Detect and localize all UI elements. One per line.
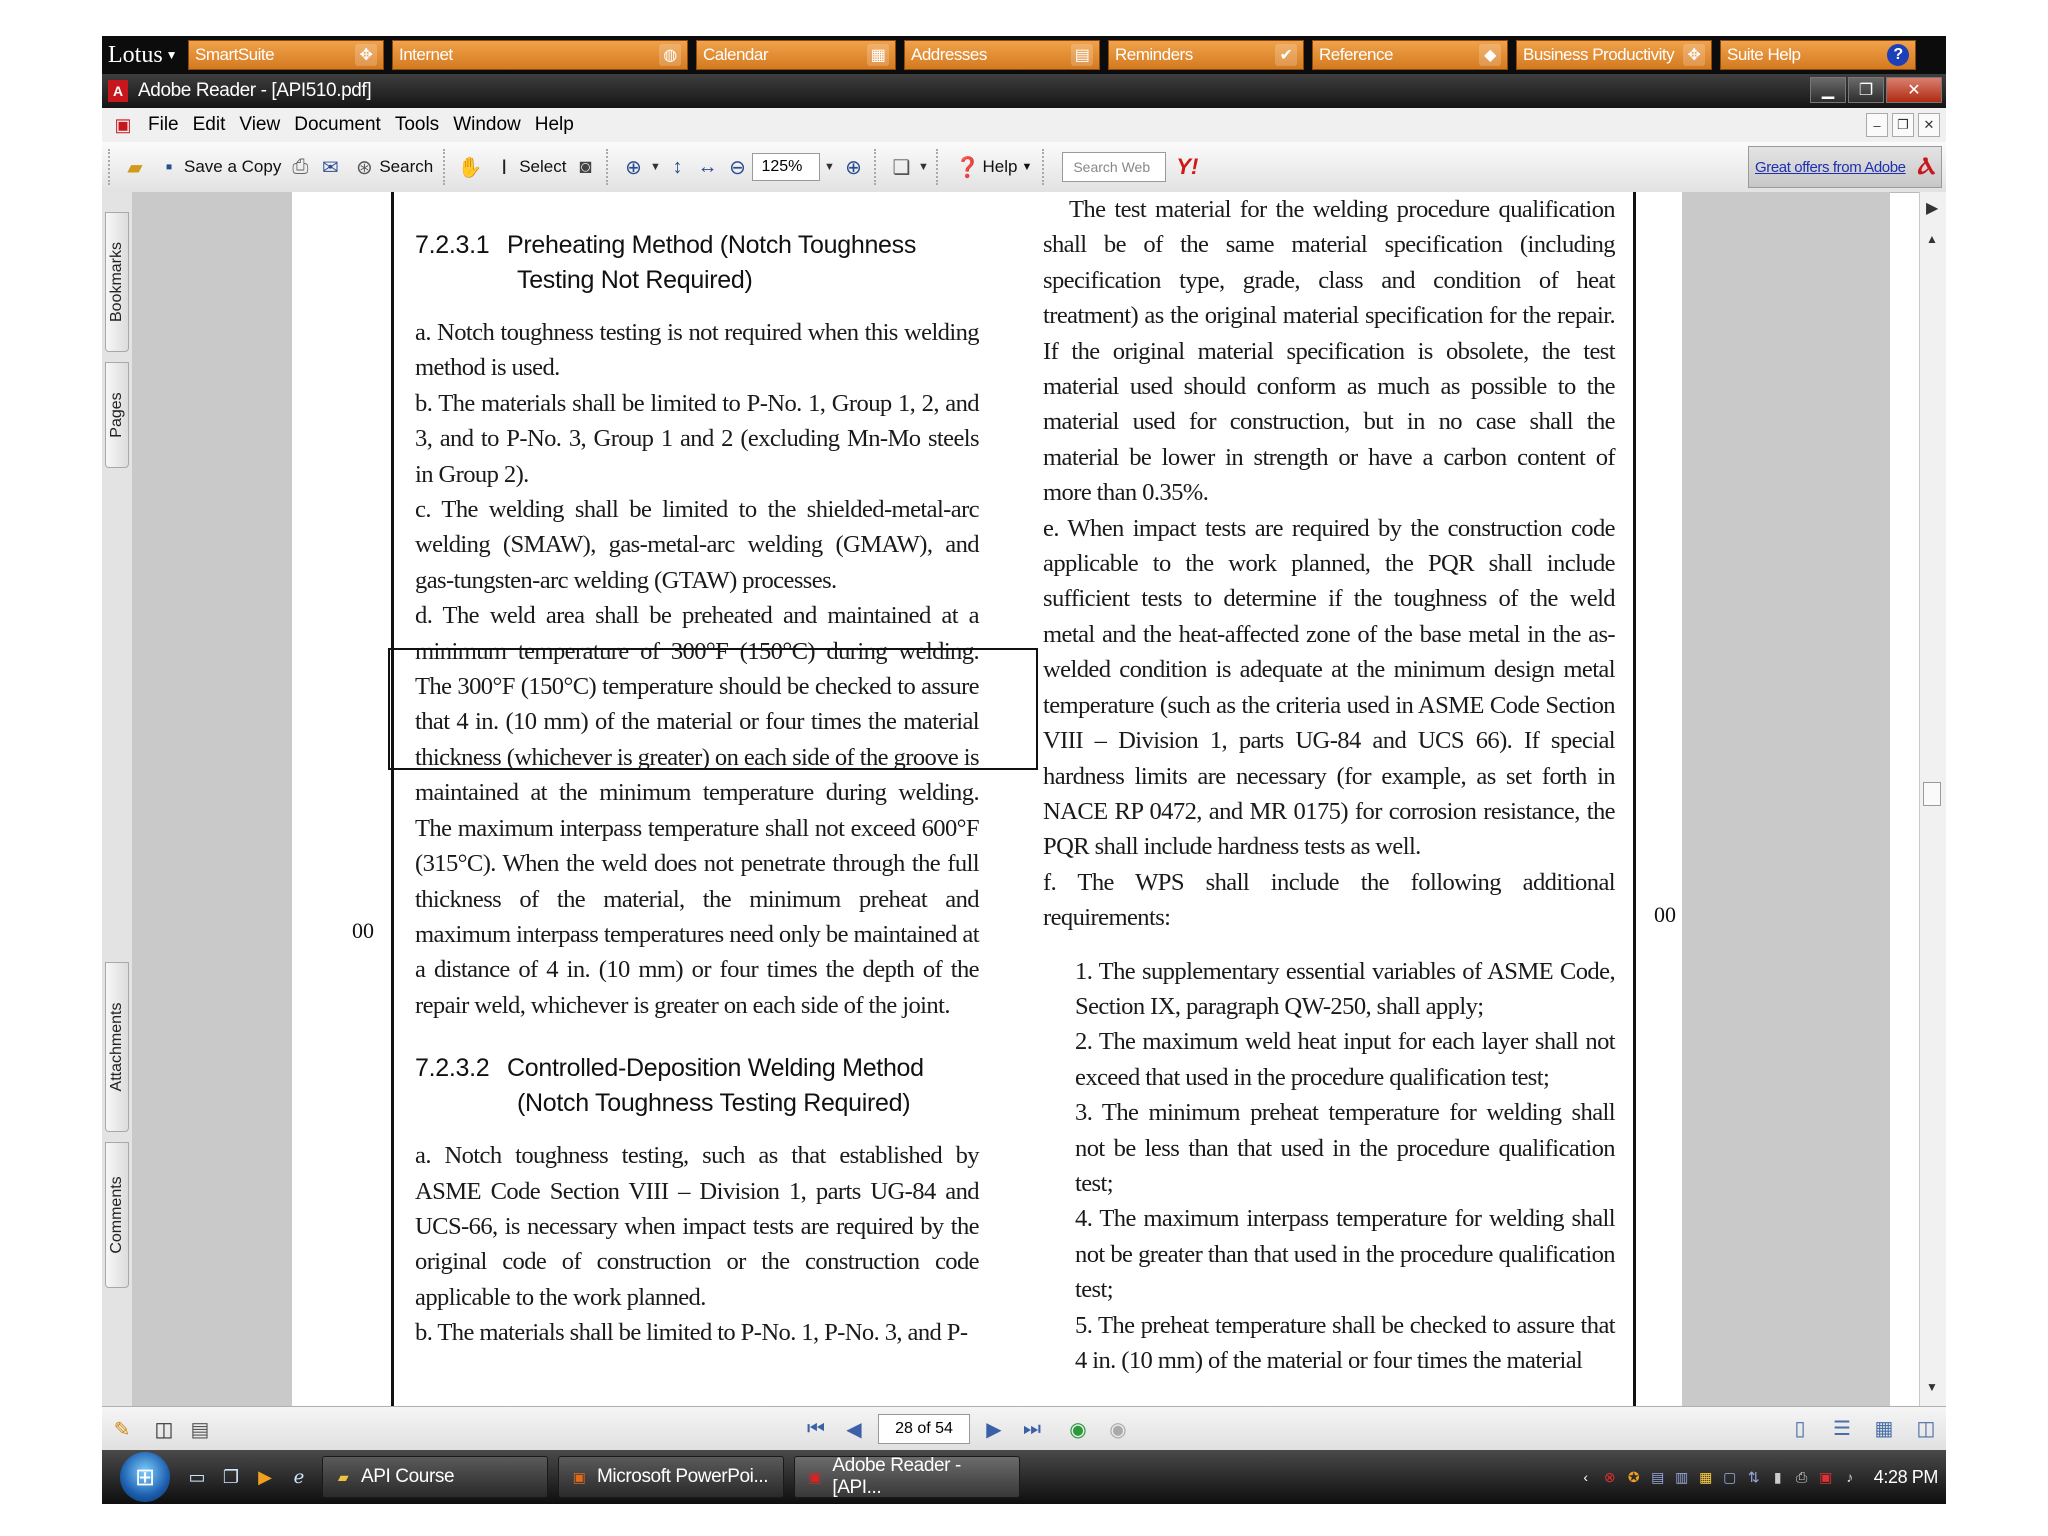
go-forward-icon[interactable]: ◉ xyxy=(1109,1418,1127,1441)
first-page-icon[interactable]: ⏮ xyxy=(807,1417,825,1440)
binoculars-icon: ⊛ xyxy=(355,156,373,179)
menu-window[interactable]: Window xyxy=(453,114,521,135)
lotus-tab-reference[interactable]: Reference ◆ xyxy=(1312,40,1508,70)
adobe-logo-icon: Ⲁ xyxy=(1917,153,1935,180)
search-web-input[interactable]: Search Web xyxy=(1062,152,1166,182)
list-item-1: 1. The supplementary essential variables of ASME Code, Section IX, paragraph QW-250, shall apply; xyxy=(1075,957,1615,1020)
tab-bookmarks[interactable]: Bookmarks xyxy=(105,212,129,352)
chevron-down-icon: ▼ xyxy=(1021,161,1033,173)
zoom-input[interactable]: 125% xyxy=(752,153,820,181)
left-column xyxy=(415,228,979,1351)
tray-printer-icon[interactable]: ⎙ xyxy=(1796,1468,1808,1485)
lotus-tab-suite-help[interactable]: Suite Help ? xyxy=(1720,40,1916,70)
single-page-view-icon[interactable]: ▯ xyxy=(1794,1417,1806,1440)
window-title-bar xyxy=(102,74,1946,108)
powerpoint-icon: ▣ xyxy=(572,1468,586,1485)
quick-launch xyxy=(184,1464,312,1490)
section-heading-7-2-3-1: 7.2.3.1 Preheating Method (Notch Toughness Testing Not Required) xyxy=(415,231,917,294)
paragraph-f: f. The WPS shall include the following additional requirements: xyxy=(1043,868,1615,932)
open-folder-icon[interactable]: ▰ xyxy=(127,156,143,179)
tray-expand-icon[interactable]: ‹ xyxy=(1583,1469,1589,1485)
menu-tools[interactable]: Tools xyxy=(394,114,440,135)
task-api-course[interactable]: ▰ API Course xyxy=(322,1456,548,1498)
disk-icon: ▪ xyxy=(165,155,173,178)
menu-help[interactable]: Help xyxy=(534,114,574,135)
chevron-down-icon[interactable]: ▼ xyxy=(918,161,929,173)
zoom-in-tool-icon[interactable]: ⊕ xyxy=(625,156,642,179)
start-button[interactable]: ⊞ xyxy=(120,1452,170,1502)
paragraph-1d: d. The weld area shall be preheated and maintained at a minimum temperature of 300°F (150°C) during welding. The 300°F (150°C) temperature should be checked to assure that 4 in. (10 mm) of the material or four times the material thickness (whichever is greater) on each side of the groove is maintained at the minimum temperature during welding. The maximum interpass temperature shall not exceed 600°F (315°C). When the weld does not penetrate through the full thickness of the material, the minimum preheat and maximum interpass temperatures need only be maintained at a distance of 4 in. (10 mm) or four times the depth of the repair weld, whichever is greater on each side of the joint. xyxy=(415,602,979,1019)
lotus-tab-addresses[interactable]: Addresses ▤ xyxy=(904,40,1100,70)
tab-attachments[interactable]: Attachments xyxy=(105,962,129,1132)
doc-minimize-button[interactable]: – xyxy=(1866,113,1888,137)
paragraph-e: e. When impact tests are required by the construction code applicable to the work planned, the PQR shall include sufficient tests to determine if the toughness of the weld metal and the heat-affected zone of the base metal in the as-welded condition is adequate at the minimum design metal temperature (such as the criteria used in ASME Code Section VIII – Division 1, parts UG-84 and UCS 66). If special hardness limits are necessary (for example, as set forth in NACE RP 0472, and MR 0175) for corrosion resistance, the PQR shall include hardness tests as well. xyxy=(1043,514,1615,861)
fit-page-icon[interactable]: ↕ xyxy=(672,155,683,178)
go-back-icon[interactable]: ◉ xyxy=(1069,1418,1087,1441)
menu-bar xyxy=(102,108,1946,143)
menu-view[interactable]: View xyxy=(239,114,281,135)
yahoo-icon[interactable]: Y! xyxy=(1176,154,1199,179)
tray-sync-icon[interactable]: ⇅ xyxy=(1747,1468,1760,1485)
address-card-icon: ▤ xyxy=(1071,44,1093,66)
adobe-reader-icon: A xyxy=(108,80,128,102)
help-icon: ? xyxy=(1887,44,1909,66)
lotus-tab-calendar[interactable]: Calendar ▦ xyxy=(696,40,896,70)
status-bar xyxy=(102,1406,1946,1451)
previous-page-icon[interactable]: ◀ xyxy=(846,1418,862,1441)
window-title: Adobe Reader - [API510.pdf] xyxy=(138,80,372,101)
list-item-4: 4. The maximum interpass temperature for welding shall not be greater than that used in the procedure qualification test; xyxy=(1075,1205,1615,1304)
continuous-view-icon[interactable]: ☰ xyxy=(1833,1417,1851,1440)
tray-adobe-icon[interactable]: ▣ xyxy=(1819,1468,1833,1485)
margin-number-right: 00 xyxy=(1654,902,1676,927)
close-button[interactable]: ✕ xyxy=(1886,77,1942,103)
pdf-page-content xyxy=(132,192,1890,1406)
page-view-icon[interactable]: ▤ xyxy=(190,1418,210,1441)
tray-app-icon[interactable]: ▦ xyxy=(1699,1468,1713,1485)
right-column xyxy=(1043,192,1615,1378)
show-desktop-icon[interactable]: ▭ xyxy=(188,1466,206,1487)
checkmark-icon: ✔ xyxy=(1275,44,1297,66)
margin-number-left: 00 xyxy=(352,918,374,943)
email-icon[interactable]: ✉ xyxy=(321,156,339,179)
lotus-logo-label: Lotus xyxy=(108,41,163,68)
media-player-icon[interactable]: ▶ xyxy=(258,1466,272,1487)
list-item-5: 5. The preheat temperature shall be checked to assure that 4 in. (10 mm) of the material or four times the material xyxy=(1075,1311,1615,1374)
menu-edit[interactable]: Edit xyxy=(192,114,226,135)
doc-restore-button[interactable]: ❐ xyxy=(1892,113,1914,137)
next-page-icon[interactable]: ▶ xyxy=(986,1418,1002,1441)
page-rule-right xyxy=(1633,192,1636,1406)
internet-explorer-icon[interactable]: ℯ xyxy=(293,1466,305,1487)
tray-power-icon[interactable]: ▮ xyxy=(1773,1468,1782,1485)
navigation-pane xyxy=(102,192,133,1406)
scroll-expand-icon[interactable]: ▶ xyxy=(1926,200,1939,217)
lotus-smartsuite-bar xyxy=(102,36,1946,74)
screen xyxy=(102,36,1946,1498)
pages-icon[interactable]: ❏ xyxy=(892,156,911,179)
tray-network-icon[interactable]: ▥ xyxy=(1675,1468,1689,1485)
tray-display-icon[interactable]: ▢ xyxy=(1723,1468,1737,1485)
system-tray xyxy=(1572,1450,1938,1504)
help-circle-icon: ❓ xyxy=(955,156,980,179)
print-icon[interactable]: ⎙ xyxy=(292,155,309,178)
page-layout-icon[interactable]: ◫ xyxy=(154,1418,174,1441)
zoom-dropdown-icon[interactable]: ▼ xyxy=(824,161,835,173)
search-button[interactable]: ⊛ Search xyxy=(345,147,437,187)
highlight-rectangle xyxy=(388,648,1038,770)
help-button[interactable]: ❓ Help ▼ xyxy=(948,147,1036,187)
list-item-3: 3. The minimum preheat temperature for welding shall not be less than that used in the procedure qualification test; xyxy=(1075,1099,1615,1197)
clock[interactable]: 4:28 PM xyxy=(1873,1466,1938,1487)
lotus-tab-business-productivity[interactable]: Business Productivity ✥ xyxy=(1516,40,1712,70)
tray-device-icon[interactable]: ▤ xyxy=(1651,1468,1665,1485)
text-cursor-icon: Ⅰ xyxy=(501,156,508,179)
page-navigation xyxy=(802,1414,1132,1444)
volume-icon[interactable]: ♪ xyxy=(1846,1469,1854,1485)
last-page-icon[interactable]: ⏭ xyxy=(1023,1417,1041,1440)
scroll-up-icon[interactable]: ▲ xyxy=(1926,232,1938,246)
doc-close-button[interactable]: ✕ xyxy=(1918,113,1940,137)
hand-tool-icon[interactable]: ✋ xyxy=(457,156,483,179)
section-heading-7-2-3-2: 7.2.3.2 Controlled-Deposition Welding Method (Notch Toughness Testing Required) xyxy=(415,1054,924,1118)
calendar-icon: ▦ xyxy=(867,44,889,66)
snapshot-icon[interactable]: ◙ xyxy=(579,155,592,178)
minimize-button[interactable]: ▁ xyxy=(1810,77,1846,103)
menu-file[interactable]: File xyxy=(148,114,179,135)
attachment-icon[interactable]: ✎ xyxy=(113,1418,131,1441)
zoom-in-icon[interactable]: ⊕ xyxy=(845,156,862,179)
paragraph-1b: b. The materials shall be limited to P-No. 1, Group 1, 2, and 3, and to P-No. 3, Group 1 and 2 (excluding Mn-Mo steels in Group 2). xyxy=(415,389,979,488)
vertical-scrollbar[interactable] xyxy=(1919,192,1946,1406)
tray-error-icon[interactable]: ⊗ xyxy=(1603,1468,1616,1485)
task-powerpoint[interactable]: ▣ Microsoft PowerPoi... xyxy=(558,1456,784,1498)
globe-icon: ◍ xyxy=(659,44,681,66)
toolbar-grip xyxy=(108,149,114,185)
menu-document[interactable]: Document xyxy=(294,114,381,135)
task-adobe-reader[interactable]: ▣ Adobe Reader - [API... xyxy=(794,1456,1020,1498)
facing-view-icon[interactable]: ◫ xyxy=(1916,1417,1936,1440)
folder-icon: ▰ xyxy=(337,1468,349,1485)
paragraph-1c: c. The welding shall be limited to the shielded-metal-arc welding (SMAW), gas-metal-arc welding (GMAW), and gas-tungsten-arc welding (GTAW) processes. xyxy=(415,496,979,594)
chevron-down-icon[interactable]: ▼ xyxy=(650,161,661,173)
lotus-tab-smartsuite[interactable]: SmartSuite ✥ xyxy=(188,40,384,70)
paragraph-test-material: The test material for the welding procedure qualification shall be of the same material specification (including specification type, grade, class and condition of heat treatment) as the original material specification for the repair. If the original material specification is obsolete, the test material used should conform as much as possible to the material used for construction, but in no case shall the material be lower in strength or have a carbon content of more than 0.35%. xyxy=(1043,196,1615,507)
lotus-tab-reminders[interactable]: Reminders ✔ xyxy=(1108,40,1304,70)
select-tool-button[interactable]: Ⅰ Select xyxy=(485,147,570,187)
scrollbar-thumb[interactable] xyxy=(1923,782,1941,806)
continuous-facing-view-icon[interactable]: ▦ xyxy=(1874,1417,1894,1440)
adobe-reader-icon: ▣ xyxy=(808,1468,822,1485)
taskbar xyxy=(102,1450,1946,1504)
scroll-down-icon[interactable]: ▼ xyxy=(1926,1380,1938,1394)
save-copy-button[interactable]: ▪ Save a Copy xyxy=(150,147,285,187)
list-item-2: 2. The maximum weld heat input for each layer shall not exceed that used in the procedure qualification test; xyxy=(1075,1028,1615,1091)
paragraph-2a: a. Notch toughness testing, such as that established by ASME Code Section VIII – Division 1, parts UG-84 and UCS-66, is necessary when impact tests are required by the original code of construction or the construction code applicable to the work planned. xyxy=(415,1142,979,1311)
drag-icon: ✥ xyxy=(355,44,377,66)
zoom-out-icon[interactable]: ⊖ xyxy=(729,156,746,179)
switch-windows-icon[interactable]: ❐ xyxy=(222,1466,240,1487)
paragraph-2b: b. The materials shall be limited to P-No. 1, P-No. 3, and P- xyxy=(415,1319,968,1347)
fit-width-icon[interactable]: ↔ xyxy=(697,155,718,178)
great-offers-link[interactable]: Great offers from Adobe Ⲁ xyxy=(1748,146,1942,188)
tab-pages[interactable]: Pages xyxy=(105,362,129,468)
lotus-menu-button[interactable]: Lotus ▼ xyxy=(108,41,178,68)
lotus-tab-internet[interactable]: Internet ◍ xyxy=(392,40,688,70)
page-number-field[interactable]: 28 of 54 xyxy=(878,1414,970,1444)
drag-icon: ✥ xyxy=(1683,44,1705,66)
book-icon: ◆ xyxy=(1479,44,1501,66)
toolbar xyxy=(102,142,1946,193)
page-rule-left xyxy=(391,192,394,1406)
tray-security-icon[interactable]: ✪ xyxy=(1627,1468,1640,1485)
tab-comments[interactable]: Comments xyxy=(105,1142,129,1288)
restore-button[interactable]: ❐ xyxy=(1848,77,1884,103)
pdf-document-icon: ▣ xyxy=(114,114,132,135)
paragraph-1a: a. Notch toughness testing is not required when this welding method is used. xyxy=(415,319,979,382)
